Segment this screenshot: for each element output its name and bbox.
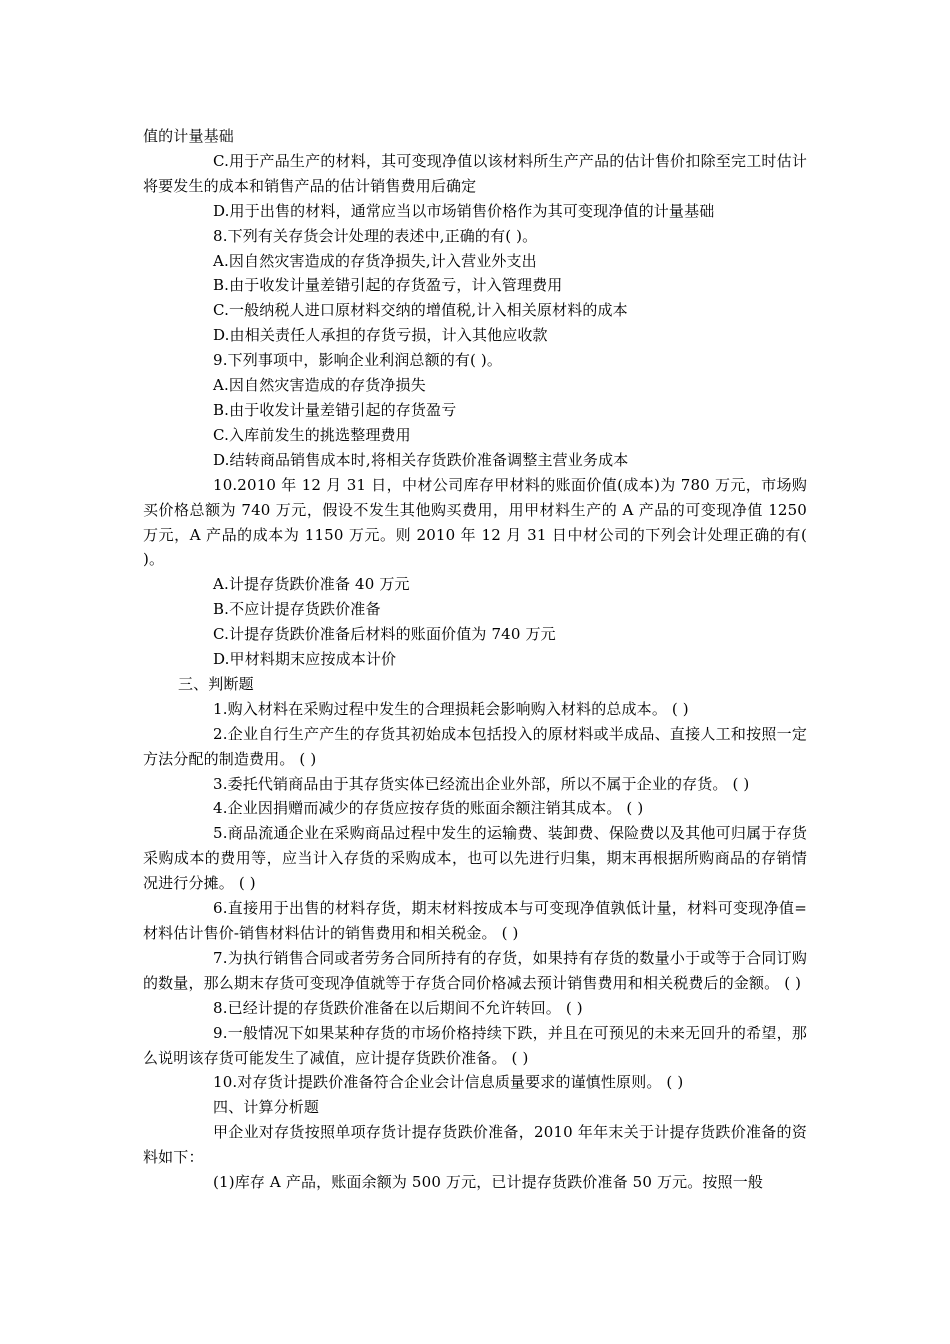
option-d: D.甲材料期末应按成本计价 [213, 650, 397, 669]
option-b: B.由于收发计量差错引起的存货盈亏，计入管理费用 [213, 276, 563, 295]
judgment-item: 2.企业自行生产产生的存货其初始成本包括投入的原材料或半成品、直接人工和按照一定方法分配的制造费用。 ( ) [143, 724, 807, 768]
paragraph: 甲企业对存货按照单项存货计提存货跌价准备，2010 年年末关于计提存货跌价准备的资料如下： [143, 1123, 807, 1167]
document-body [143, 124, 807, 1195]
option-b: B.由于收发计量差错引起的存货盈亏 [213, 400, 457, 419]
option-a: A.计提存货跌价准备 40 万元 [213, 575, 410, 594]
option-d: D.结转商品销售成本时,将相关存货跌价准备调整主营业务成本 [213, 450, 629, 469]
option-d: D.由相关责任人承担的存货亏损，计入其他应收款 [213, 326, 548, 345]
judgment-item: 5.商品流通企业在采购商品过程中发生的运输费、装卸费、保险费以及其他可归属于存货采购成本的费用等，应当计入存货的采购成本，也可以先进行归集，期末再根据所购商品的存销情况进行分摊。 ( ) [143, 824, 807, 893]
judgment-item: 6.直接用于出售的材料存货，期末材料按成本与可变现净值孰低计量，材料可变现净值=材料估计售价-销售材料估计的销售费用和相关税金。 ( ) [143, 899, 807, 942]
judgment-item: 4.企业因捐赠而减少的存货应按存货的账面余额注销其成本。 ( ) [213, 799, 644, 818]
section-heading-calculation: 四、计算分析题 [213, 1098, 320, 1117]
paragraph: 值的计量基础 [143, 127, 234, 145]
judgment-item: 8.已经计提的存货跌价准备在以后期间不允许转回。 ( ) [213, 998, 583, 1017]
paragraph: C.用于产品生产的材料，其可变现净值以该材料所生产产品的估计售价扣除至完工时估计将要发生的成本和销售产品的估计销售费用后确定 [143, 151, 807, 195]
judgment-item: 10.对存货计提跌价准备符合企业会计信息质量要求的谨慎性原则。 ( ) [213, 1073, 684, 1092]
paragraph: D.用于出售的材料，通常应当以市场销售价格作为其可变现净值的计量基础 [213, 201, 715, 220]
option-b: B.不应计提存货跌价准备 [213, 600, 381, 619]
option-c: C.入库前发生的挑选整理费用 [213, 425, 411, 444]
question-10: 10.2010 年 12 月 31 日，中材公司库存甲材料的账面价值(成本)为 780 万元，市场购买价格总额为 740 万元，假设不发生其他购买费用，用甲材料生产的 A 产品的可变现净值 1250 万元，A 产品的成本为 1150 万元。则 2010 年 12 月 31 日中材公司的下列会计处理正确的有( )。 [143, 475, 807, 569]
question-9: 9.下列事项中，影响企业利润总额的有( )。 [213, 351, 503, 370]
option-a: A.因自然灾害造成的存货净损失,计入营业外支出 [213, 251, 537, 270]
judgment-item: 7.为执行销售合同或者劳务合同所持有的存货，如果持有存货的数量小于或等于合同订购的数量，那么期末存货可变现净值就等于存货合同价格减去预计销售费用和相关税费后的金额。 ( ) [143, 948, 807, 992]
judgment-item: 9.一般情况下如果某种存货的市场价格持续下跌，并且在可预见的未来无回升的希望，那么说明该存货可能发生了减值，应计提存货跌价准备。 ( ) [143, 1023, 807, 1067]
question-8: 8.下列有关存货会计处理的表述中,正确的有( )。 [213, 226, 538, 245]
paragraph: (1)库存 A 产品，账面余额为 500 万元，已计提存货跌价准备 50 万元。按照一般 [213, 1173, 764, 1192]
judgment-item: 3.委托代销商品由于其存货实体已经流出企业外部，所以不属于企业的存货。 ( ) [213, 774, 750, 793]
judgment-item: 1.购入材料在采购过程中发生的合理损耗会影响购入材料的总成本。 ( ) [213, 699, 689, 718]
section-heading-judgment: 三、判断题 [178, 674, 254, 693]
option-a: A.因自然灾害造成的存货净损失 [213, 376, 426, 395]
option-c: C.一般纳税人进口原材料交纳的增值税,计入相关原材料的成本 [213, 301, 628, 320]
option-c: C.计提存货跌价准备后材料的账面价值为 740 万元 [213, 625, 556, 644]
